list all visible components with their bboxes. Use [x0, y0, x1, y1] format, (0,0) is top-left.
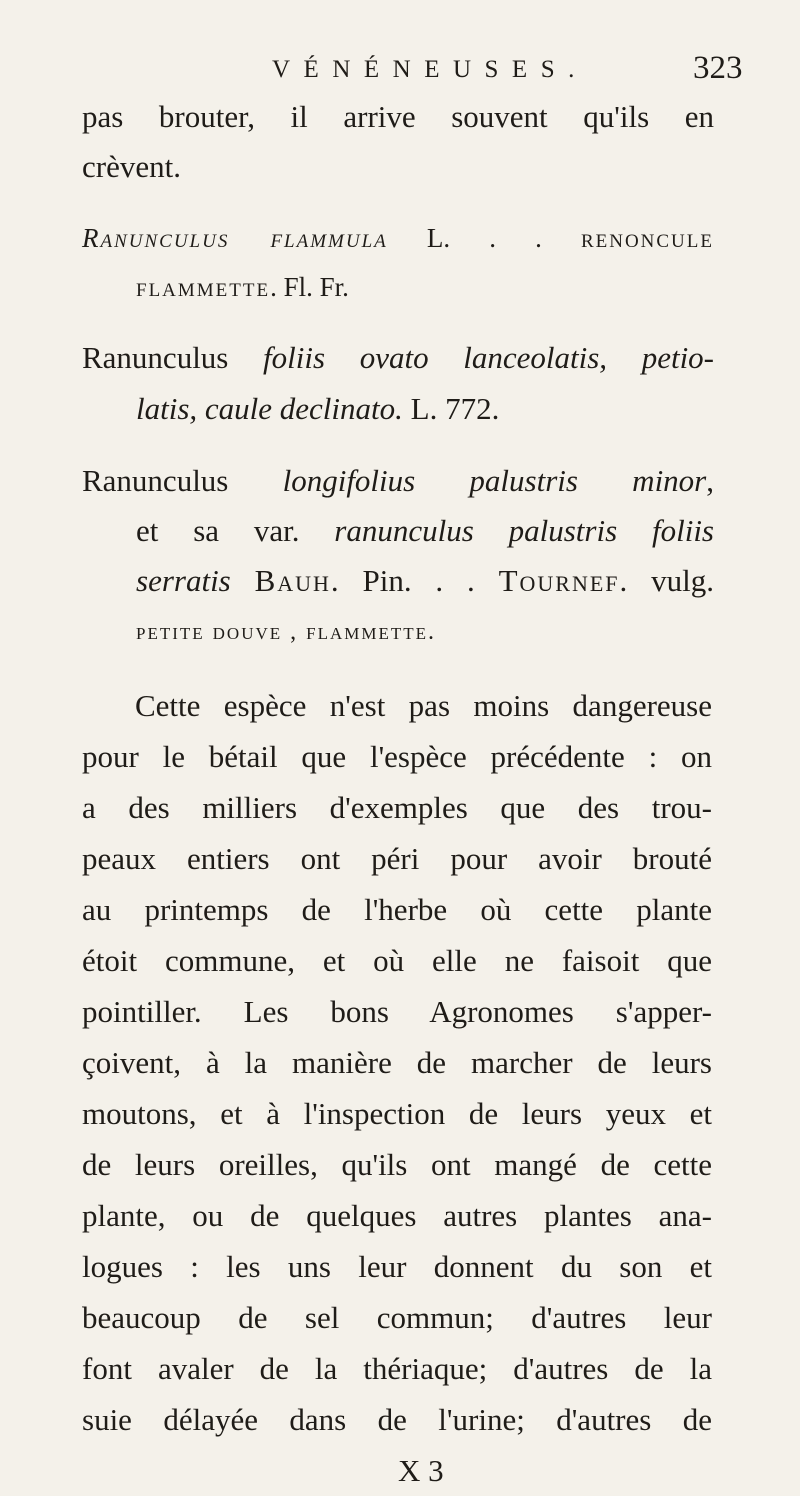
text-line — [82, 996, 712, 1027]
text-segment: a des milliers d'exemples que des trou- — [82, 790, 712, 825]
text-segment: pas brouter, il arrive souvent qu'ils en — [82, 99, 714, 134]
text-line — [82, 945, 712, 976]
text-segment: beaucoup de sel commun; d'autres leur — [82, 1300, 712, 1335]
text-segment: petite douve , flammette. — [136, 619, 437, 645]
text-line — [82, 465, 714, 496]
text-segment: de leurs oreilles, qu'ils ont mangé de cette — [82, 1147, 712, 1182]
text-segment: L. 772. — [402, 391, 500, 426]
text-segment: L. . . — [387, 223, 581, 253]
text-line — [136, 620, 436, 644]
text-segment: çoivent, à la manière de marcher de leurs — [82, 1045, 712, 1080]
text-line — [82, 894, 712, 925]
text-line — [82, 1098, 712, 1129]
text-line — [82, 101, 714, 132]
text-segment: Ranunculus — [82, 463, 283, 498]
text-segment: suie délayée dans de l'urine; d'autres de — [82, 1402, 712, 1437]
text-segment: peaux entiers ont péri pour avoir brouté — [82, 841, 712, 876]
text-segment: . Fl. Fr. — [270, 272, 349, 302]
signature-mark: X 3 — [398, 1453, 444, 1488]
page-number: 323 — [693, 50, 743, 86]
text-line — [82, 1047, 712, 1078]
text-segment: font avaler de la thériaque; d'autres de la — [82, 1351, 712, 1386]
text-segment: logues : les uns leur donnent du son et — [82, 1249, 712, 1284]
text-segment: au printemps de l'herbe où cette plante — [82, 892, 712, 927]
text-segment: moutons, et à l'inspection de leurs yeux et — [82, 1096, 712, 1131]
text-segment: ranunculus palustris foliis — [334, 513, 714, 548]
text-line — [136, 565, 714, 596]
text-line — [82, 1404, 712, 1435]
text-line — [136, 515, 714, 546]
text-segment: longifolius palustris minor — [282, 463, 707, 498]
text-segment: pour le bétail que l'espèce précédente : on — [82, 739, 712, 774]
text-segment: flammette — [136, 272, 271, 302]
text-line — [82, 225, 714, 252]
text-line — [82, 1353, 712, 1384]
text-segment: crèvent. — [82, 149, 181, 184]
text-segment: latis, caule declinato. — [136, 391, 403, 426]
text-segment: pointiller. Les bons Agronomes s'apper- — [82, 994, 712, 1029]
text-segment: Cette espèce n'est pas moins dangereuse — [135, 688, 712, 723]
text-segment: étoit commune, et où elle ne faisoit que — [82, 943, 712, 978]
text-segment: Ranunculus — [82, 340, 264, 375]
text-segment: , — [706, 463, 714, 498]
text-line — [82, 843, 712, 874]
text-line — [82, 1251, 712, 1282]
text-line — [82, 1200, 712, 1231]
text-segment: renoncule — [580, 223, 714, 253]
text-segment: Ranunculus flammula — [82, 223, 388, 253]
text-segment: plante, ou de quelques autres plantes ana- — [82, 1198, 712, 1233]
text-segment: et sa var. — [136, 513, 335, 548]
text-line — [136, 393, 499, 424]
text-line — [82, 1302, 712, 1333]
text-segment: Tournef — [498, 563, 620, 598]
text-line — [82, 1149, 712, 1180]
text-line — [135, 690, 712, 721]
text-segment: Bauh — [254, 563, 331, 598]
running-head: VÉNÉNEUSES. — [272, 56, 588, 83]
text-segment: serratis — [136, 563, 231, 598]
text-line — [136, 274, 349, 301]
text-segment: . Pin. . . — [330, 563, 499, 598]
text-line — [82, 741, 712, 772]
text-line — [82, 342, 714, 373]
text-segment: . vulg. — [619, 563, 714, 598]
text-line — [82, 792, 712, 823]
text-segment: foliis ovato lanceolatis, petio- — [263, 340, 715, 375]
text-line — [82, 151, 181, 182]
text-segment — [231, 563, 255, 598]
